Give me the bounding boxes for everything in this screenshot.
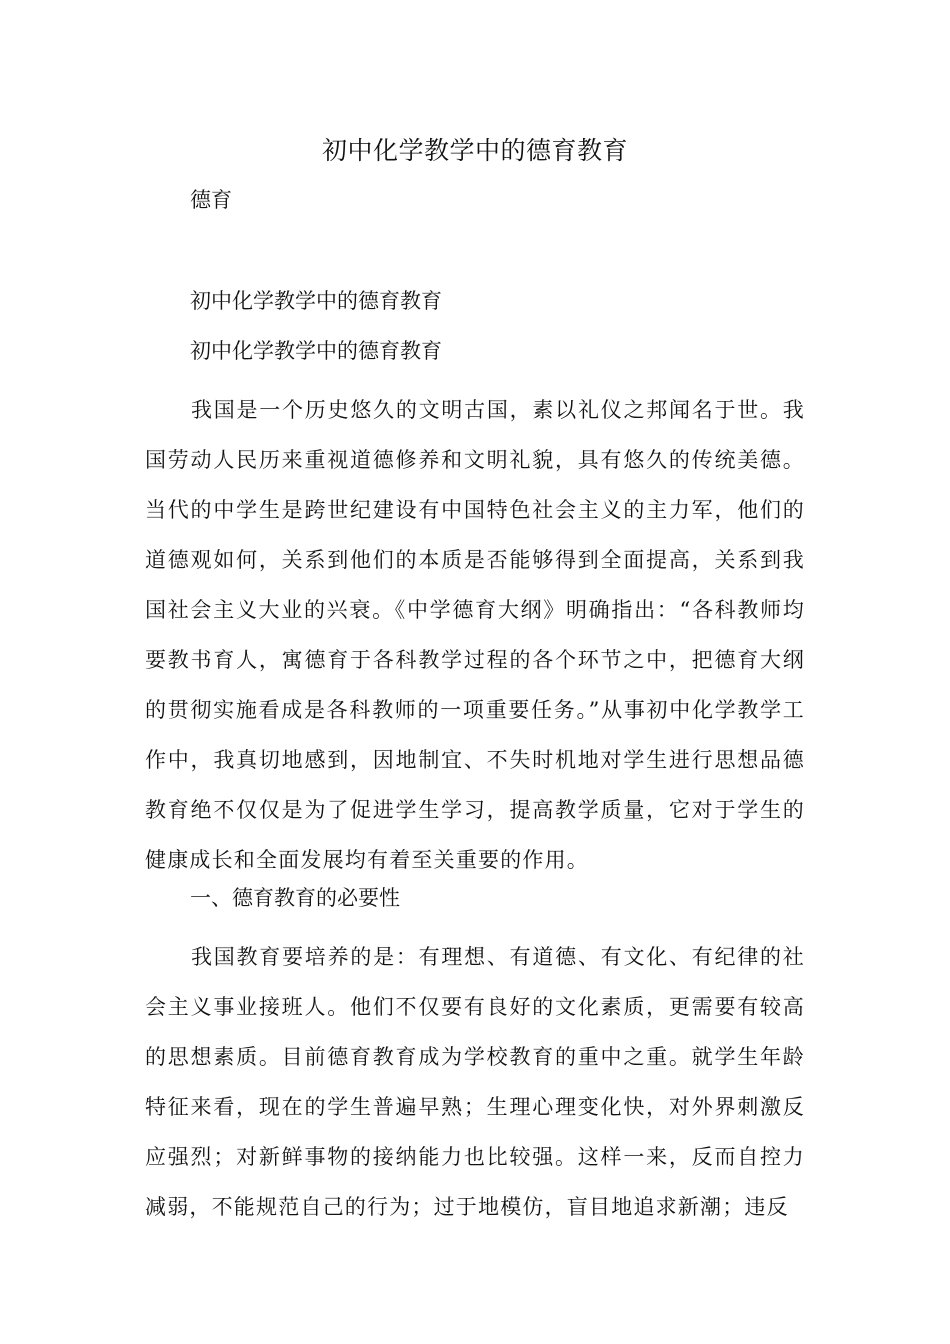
- subtitle-line-1: 初中化学教学中的德育教育: [190, 289, 442, 313]
- section-heading-necessity: 一、德育教育的必要性: [190, 886, 400, 910]
- document-title: 初中化学教学中的德育教育: [321, 136, 628, 165]
- subtitle-line-2: 初中化学教学中的德育教育: [190, 339, 442, 363]
- paragraph-necessity: 我国教育要培养的是：有理想、有道德、有文化、有纪律的社会主义事业接班人。他们不仅要有良好的文化素质，更需要有较高的思想素质。目前德育教育成为学校教育的重中之重。就学生年龄特征来看，现在的学生普遍早熟；生理心理变化快，对外界刺激反应强烈；对新鲜事物的接纳能力也比较强。这样一来，反而自控力减弱，不能规范自己的行为；过于地模仿，盲目地追求新潮；违反: [145, 945, 805, 1219]
- paragraph-intro: 我国是一个历史悠久的文明古国，素以礼仪之邦闻名于世。我国劳动人民历来重视道德修养和文明礼貌，具有悠久的传统美德。当代的中学生是跨世纪建设有中国特色社会主义的主力军，他们的道德观如何，关系到他们的本质是否能够得到全面提高，关系到我国社会主义大业的兴衰。《中学德育大纲》明确指出：“各科教师均要教书育人，寓德育于各科教学过程的各个环节之中，把德育大纲的贯彻实施看成是各科教师的一项重要任务。”从事初中化学教学工作中，我真切地感到，因地制宜、不失时机地对学生进行思想品德教育绝不仅仅是为了促进学生学习，提高教学质量，它对于学生的健康成长和全面发展均有着至关重要的作用。: [145, 398, 805, 872]
- category-label: 德育: [190, 188, 232, 212]
